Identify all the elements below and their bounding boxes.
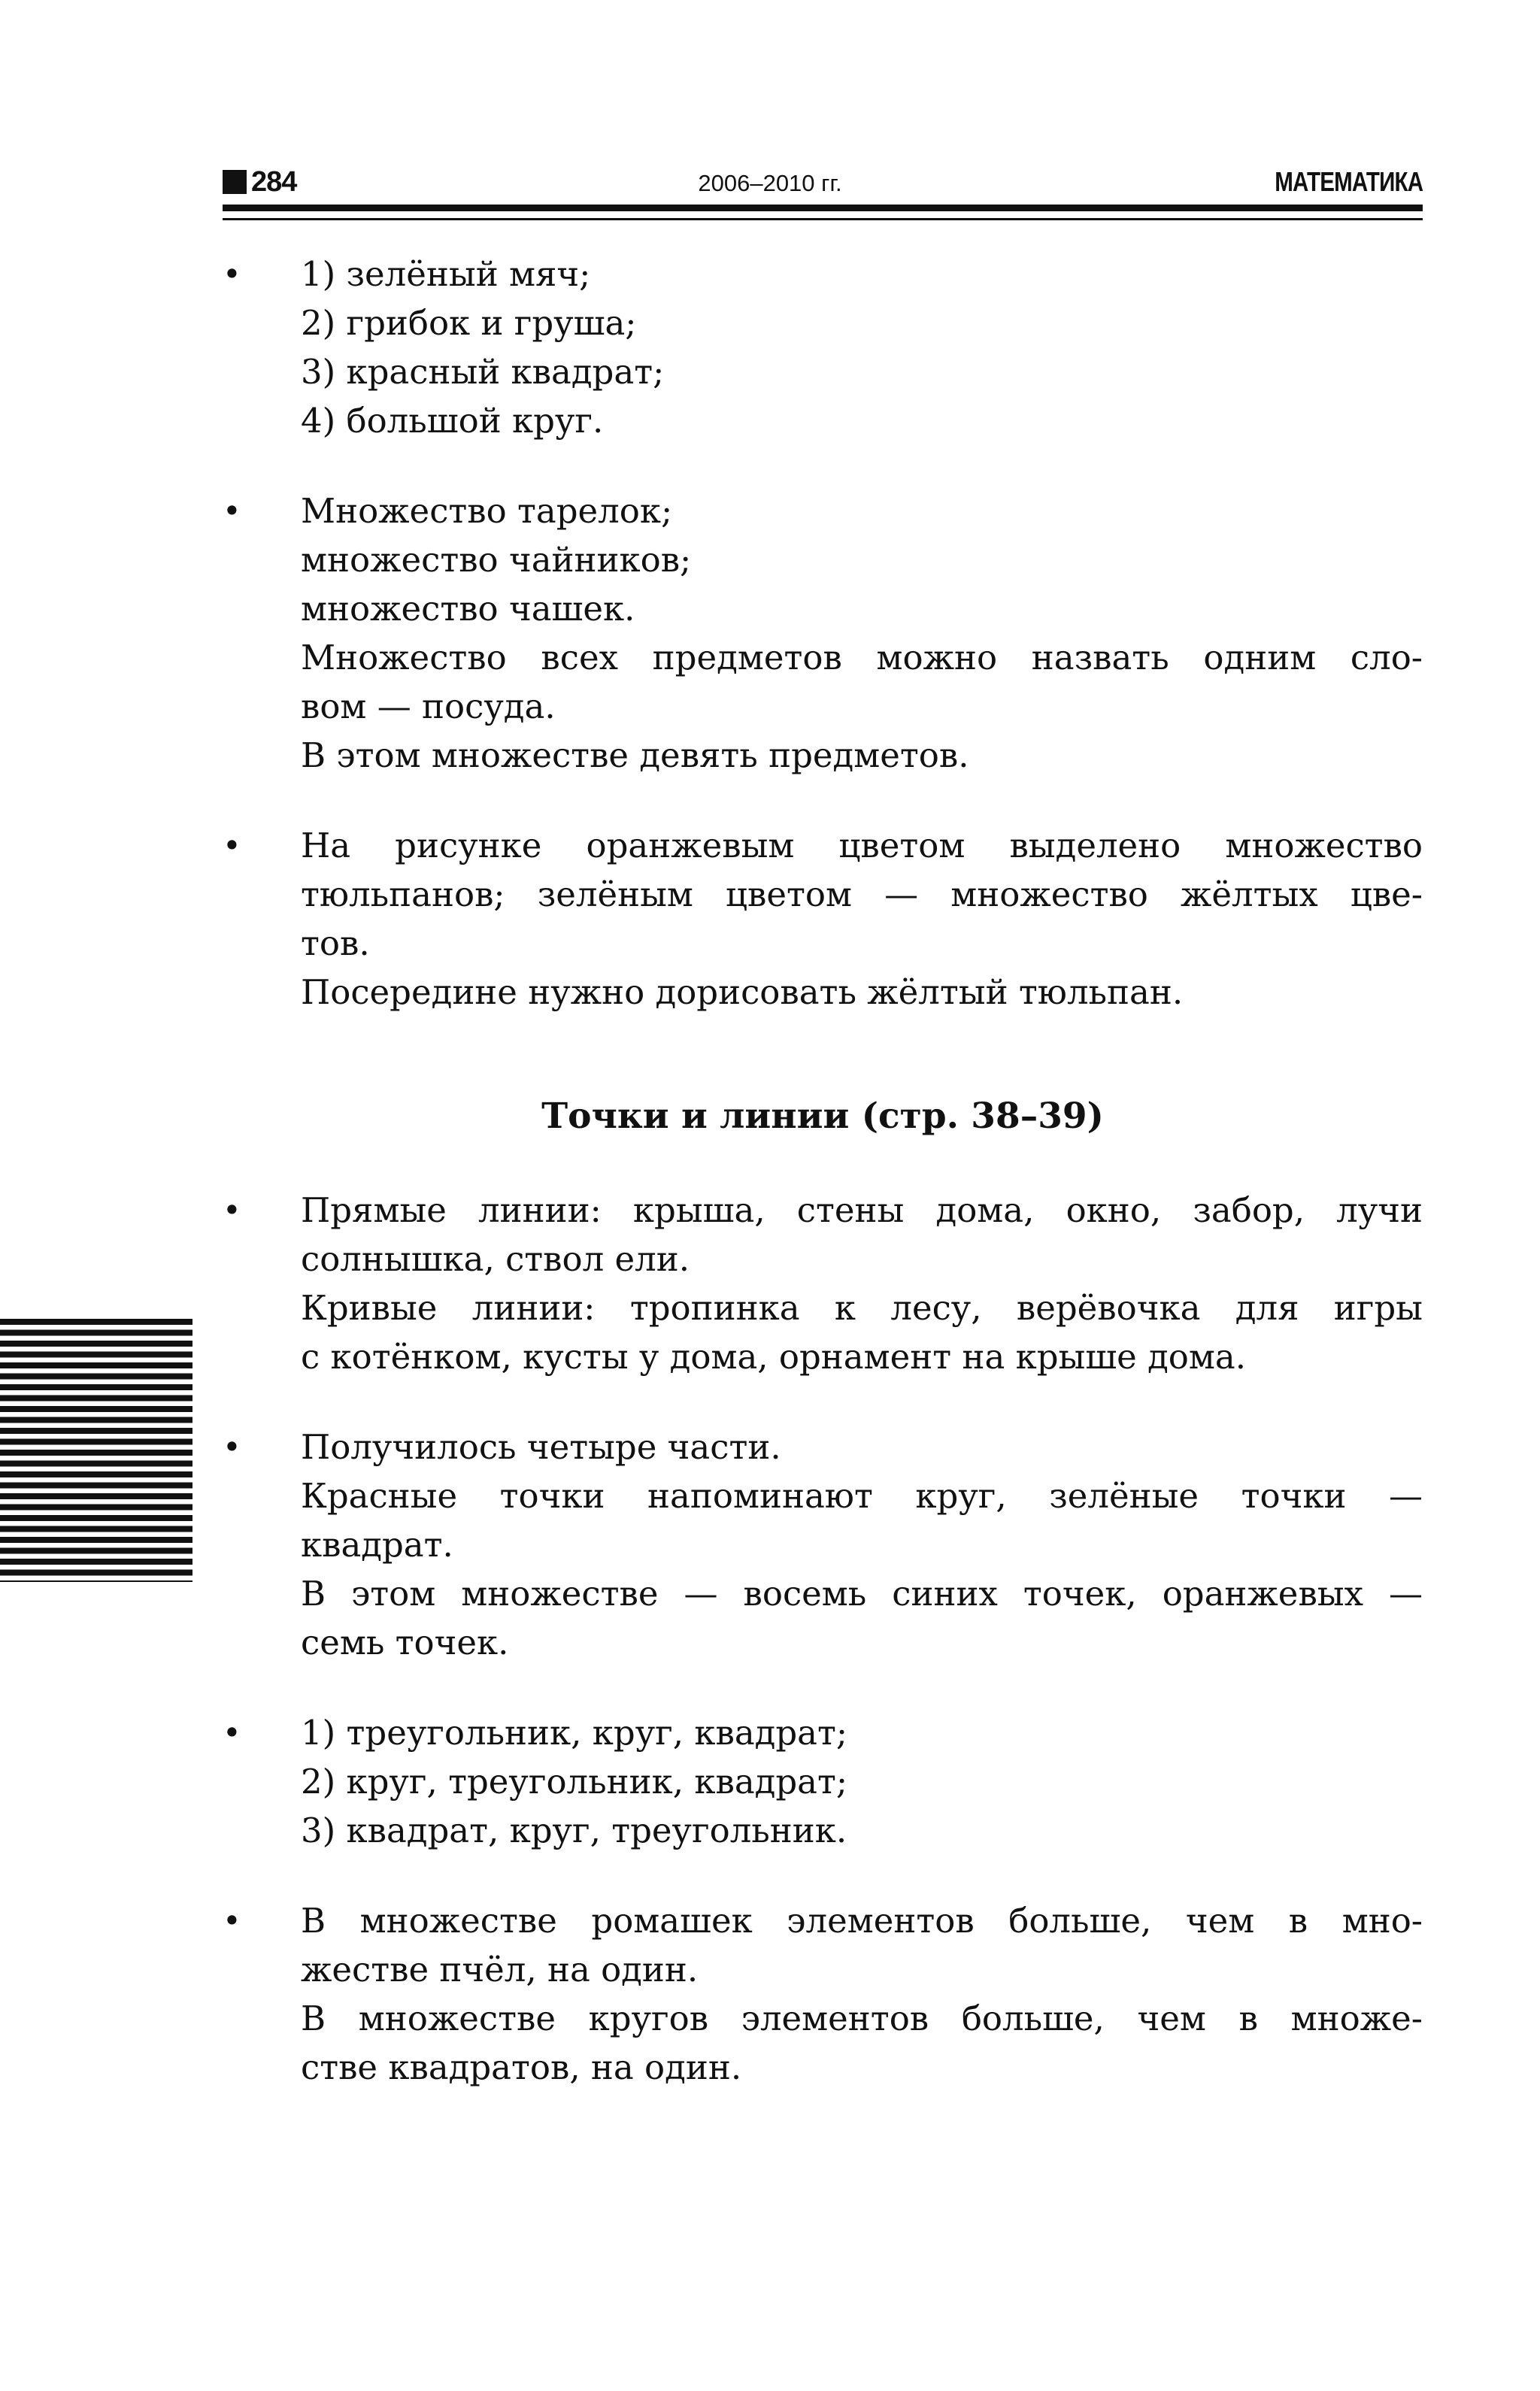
header-rule-thin <box>223 218 1423 220</box>
text-line: В множестве ромашек элементов больше, чем в мно- <box>301 1901 1423 1941</box>
text-line: с котёнком, кусты у дома, орнамент на крыше дома. <box>301 1337 1247 1377</box>
text-line: солнышка, ствол ели. <box>301 1239 690 1279</box>
text-line: Кривые линии: тропинка к лесу, верёвочка для игры <box>301 1288 1423 1328</box>
text-line: 4) большой круг. <box>301 401 604 441</box>
text-line: Множество всех предметов можно назвать одним сло- <box>301 638 1423 677</box>
bullet-icon: • <box>223 827 241 864</box>
answers-list-part1 <box>223 250 1423 1017</box>
list-item <box>223 486 1423 780</box>
text-line: семь точек. <box>301 1623 509 1662</box>
text-line: 2) круг, треугольник, квадрат; <box>301 1762 848 1802</box>
text-line: Прямые линии: крыша, стены дома, окно, забор, лучи <box>301 1190 1423 1230</box>
list-item <box>223 1186 1423 1381</box>
list-item <box>223 1423 1423 1667</box>
text-line: тюльпанов; зелёным цветом — множество жёлтых цве- <box>301 874 1423 914</box>
text-line: Посередине нужно дорисовать жёлтый тюльпан. <box>301 972 1184 1012</box>
thumb-index-stripes <box>0 1319 192 1582</box>
bullet-icon: • <box>223 256 241 292</box>
text-line: Множество тарелок; <box>301 491 673 531</box>
text-line: В этом множестве — восемь синих точек, оранжевых — <box>301 1574 1423 1614</box>
text-line: множество чашек. <box>301 589 635 629</box>
text-line: 2) грибок и груша; <box>301 303 637 343</box>
list-item <box>223 250 1423 445</box>
bullet-icon: • <box>223 1192 241 1229</box>
list-item <box>223 1896 1423 2092</box>
text-line: Получилось четыре части. <box>301 1427 781 1467</box>
bullet-icon: • <box>223 492 241 529</box>
text-line: 3) квадрат, круг, треугольник. <box>301 1811 847 1850</box>
bullet-icon: • <box>223 1902 241 1939</box>
text-line: тов. <box>301 923 370 963</box>
page-number: 284 <box>251 166 297 198</box>
bullet-icon: • <box>223 1429 241 1465</box>
text-line: На рисунке оранжевым цветом выделено множество <box>301 826 1423 865</box>
text-line: Красные точки напоминают круг, зелёные точки — <box>301 1476 1423 1516</box>
text-line: вом — посуда. <box>301 686 556 726</box>
text-line: стве квадратов, на один. <box>301 2047 742 2087</box>
list-item <box>223 821 1423 1017</box>
text-line: В этом множестве девять предметов. <box>301 735 969 775</box>
text-line: жестве пчёл, на один. <box>301 1950 699 1989</box>
section-title: Точки и линии (стр. 38–39) <box>541 1095 1104 1137</box>
header-rule-thick <box>223 205 1423 211</box>
text-line: множество чайников; <box>301 540 692 580</box>
running-header-years: 2006–2010 гг. <box>698 170 842 196</box>
page-content <box>223 250 1423 2133</box>
text-line: квадрат. <box>301 1525 453 1565</box>
answers-list-part2 <box>223 1186 1423 2092</box>
running-header-subject: МАТЕМАТИКА <box>1275 166 1423 197</box>
text-line: 1) зелёный мяч; <box>301 254 591 294</box>
text-line: 3) красный квадрат; <box>301 352 665 392</box>
bullet-icon: • <box>223 1714 241 1751</box>
list-item <box>223 1708 1423 1855</box>
text-line: 1) треугольник, круг, квадрат; <box>301 1713 848 1753</box>
text-line: В множестве кругов элементов больше, чем в множе- <box>301 1999 1423 2038</box>
